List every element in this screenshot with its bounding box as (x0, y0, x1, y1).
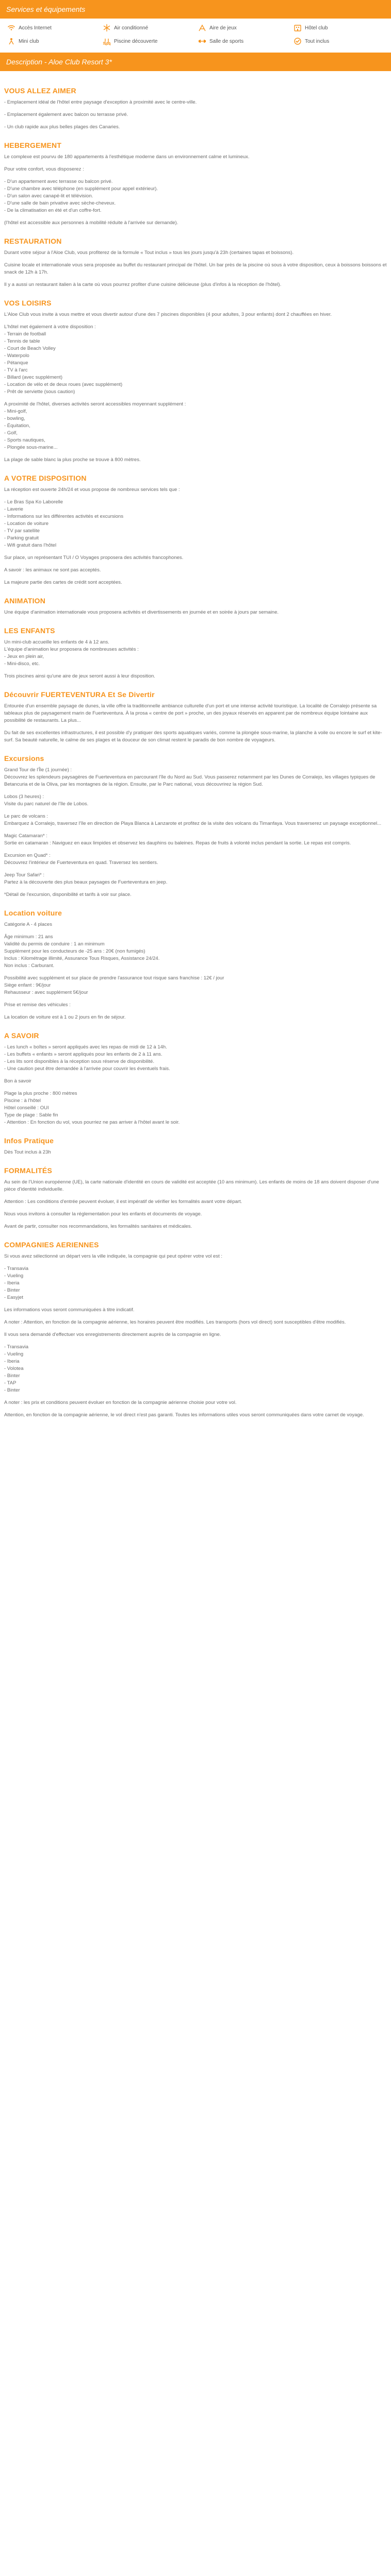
section-heading: COMPAGNIES AERIENNES (4, 1241, 99, 1249)
services-bar (0, 0, 391, 19)
section-paragraph: - Les lunch « boîtes » seront appliqués avec les repas de midi de 12 à 14h. - Les buffets « enfants » seront appliqués pour les enfants de 2 à 11 ans. - Les lits sont disponibles à la réception sous réserve de disponibilité. - Une caution peut être demandée à l'arrivée pour couvrir les éventuels frais. (4, 1044, 170, 1072)
section-heading: RESTAURATION (4, 237, 62, 245)
section-paragraph: A proximité de l'hôtel, diverses activités seront accessibles moyennant supplément : - Mini-golf, - bowling, - Équitation, - Golf, - Sports nautiques, - Plongée sous-marine... (4, 401, 186, 450)
section-paragraph: Au sein de l'Union européenne (UE), la carte nationale d'identité en cours de validité est acceptée (10 ans minimum). Les enfants de moins de 18 ans doivent disposer d'une pièce d'identité individuelle. (4, 1179, 379, 1192)
wifi-icon (7, 24, 15, 32)
section-paragraph: La réception est ouverte 24h/24 et vous propose de nombreux services tels que : (4, 487, 180, 493)
section-heading: ANIMATION (4, 597, 46, 605)
section-paragraph: - Un club rapide aux plus belles plages des Canaries. (4, 124, 120, 130)
service-item (198, 24, 288, 32)
section-paragraph: Lobos (3 heures) : Visite du parc naturel de l'île de Lobos. (4, 794, 89, 807)
section-heading: A SAVOIR (4, 1031, 39, 1040)
section-heading: FORMALITÉS (4, 1166, 52, 1175)
section-paragraph: Trois piscines ainsi qu'une aire de jeux seront aussi à leur disposition. (4, 673, 155, 679)
playground-icon (198, 24, 206, 32)
section-paragraph: - Transavia - Vueling - Iberia - Volotea - Binter - TAP - Binter (4, 1344, 28, 1393)
gym-icon (198, 37, 206, 45)
section-heading: VOUS ALLEZ AIMER (4, 87, 76, 95)
description-title: Description - Aloe Club Resort 3* (6, 58, 112, 66)
section-heading: Location voiture (4, 909, 62, 917)
section-paragraph: Bon à savoir (4, 1078, 31, 1084)
section-paragraph: Âge minimum : 21 ans Validité du permis de conduire : 1 an minimum Supplément pour les conducteurs de -25 ans : 20€ (non fumigés) Inclus : Kilométrage illimité, Assurance Tous Risques, Assistance 24/24. Non inclus : Carburant. (4, 934, 160, 969)
service-item (7, 37, 97, 45)
section-paragraph: Sur place, un représentant TUI / O Voyages proposera des activités francophones. (4, 555, 184, 561)
all-inclusive-icon (294, 37, 302, 45)
service-label: Piscine découverte (114, 38, 158, 44)
section-paragraph: Dès Tout inclus à 23h (4, 1149, 51, 1155)
section-paragraph: Il vous sera demandé d'effectuer vos enregistrements directement auprès de la compagnie en ligne. (4, 1332, 221, 1337)
kids-icon (7, 37, 15, 45)
section-paragraph: Une équipe d'animation internationale vous proposera activités et divertissements en journée et en soirée à jours par semaine. (4, 609, 279, 615)
section-paragraph: La location de voiture est à 1 ou 2 jours en fin de séjour. (4, 1014, 126, 1020)
section-paragraph: Attention : Les conditions d'entrée peuvent évoluer, il est impératif de vérifier les formalités avant votre départ. (4, 1199, 242, 1205)
section-paragraph: Le parc de volcans : Embarquez à Corralejo, traversez l'île en direction de Playa Blanca à Lanzarote et profitez de la visite des volcans du Timanfaya. Vous traverserez un paysage exceptionnel... (4, 814, 382, 826)
section-paragraph: A noter : les prix et conditions peuvent évoluer en fonction de la compagnie aérienne choisie pour votre vol. (4, 1400, 237, 1405)
section-paragraph: Possibilité avec supplément et sur place de prendre l'assurance tout risque sans franchise : 12€ / jour Siège enfant : 9€/jour Rehausseur : avec supplément 5€/jour (4, 975, 224, 995)
section-paragraph: *Détail de l'excursion, disponibilité et tarifs à voir sur place. (4, 892, 132, 897)
section-paragraph: La majeure partie des cartes de crédit sont acceptées. (4, 580, 122, 585)
service-item (198, 37, 288, 45)
section-paragraph: Nous vous invitons à consulter la réglementation pour les enfants et documents de voyage. (4, 1211, 202, 1217)
section-paragraph: Les informations vous seront communiquées à titre indicatif. (4, 1307, 135, 1313)
section-paragraph: - Emplacement également avec balcon ou terrasse privé. (4, 112, 128, 117)
service-item (103, 24, 193, 32)
section-paragraph: Si vous avez sélectionné un départ vers la ville indiquée, la compagnie qui peut opérer votre vol est : (4, 1253, 222, 1259)
section-paragraph: Il y a aussi un restaurant italien à la carte où vous pourrez profiter d'une cuisine délicieuse (plus d'infos à la réception de l'hôtel). (4, 282, 282, 287)
section-paragraph: Du fait de ses excellentes infrastructures, il est possible d'y pratiquer des sports aquatiques variés, comme la plongée sous-marine, la planche à voile ou encore le surf et kite-surf. Sa beauté naturelle, le calme de ses plages et la douceur de son climat restent le paradis de bon nombre de voyageurs. (4, 730, 382, 743)
section-heading: LES ENFANTS (4, 626, 55, 635)
section-paragraph: Avant de partir, consulter nos recommandations, les formalités sanitaires et médicales. (4, 1224, 192, 1229)
service-item (103, 37, 193, 45)
service-item (294, 24, 384, 32)
description-content (0, 71, 391, 1445)
section-paragraph: Pour votre confort, vous disposerez : (4, 166, 84, 172)
section-paragraph: A noter : Attention, en fonction de la compagnie aérienne, les horaires peuvent être modifiés. Les transports (hors vol direct) sont susceptibles d'être modifiés. (4, 1319, 346, 1325)
section-paragraph: - Le Bras Spa Ko Laborelle - Laverie - Informations sur les différentes activités et excursions - Location de voiture - TV par satellite - Parking gratuit - Wifi gratuit dans l'hôtel (4, 499, 124, 548)
service-label: Hôtel club (305, 25, 328, 31)
section-paragraph: Catégorie A - 4 places (4, 922, 52, 927)
section-paragraph: - Transavia - Vueling - Iberia - Binter - Easyjet (4, 1266, 28, 1300)
section-paragraph: Attention, en fonction de la compagnie aérienne, le vol direct n'est pas garanti. Toutes les informations utiles vous seront communiquées dans votre carnet de voyage. (4, 1412, 364, 1418)
section-paragraph: - Emplacement idéal de l'hôtel entre paysage d'exception à proximité avec le centre-ville. (4, 99, 197, 105)
service-item (7, 24, 97, 32)
service-label: Mini club (19, 38, 39, 44)
section-paragraph: L'hôtel met également à votre disposition : - Terrain de football - Tennis de table - Court de Beach Volley - Waterpolo - Pétanque - TV à l'arc - Billard (avec supplément) - Location de vélo et de deux roues (avec supplément) - Prêt de serviette (sous caution) (4, 324, 123, 395)
section-paragraph: Plage la plus proche : 800 mètres Piscine : à l'hôtel Hôtel conseillé : OUI Type de plage : Sable fin - Attention : En fonction du vol, vous pourriez ne pas arriver à l'hôtel avant le soir. (4, 1091, 180, 1125)
section-heading: VOS LOISIRS (4, 299, 52, 307)
services-title: Services et équipements (6, 5, 86, 13)
section-heading: Infos Pratique (4, 1137, 54, 1145)
section-paragraph: Grand Tour de l'Île (1 journée) : Découvrez les splendeurs paysagères de Fuerteventura en parcourant l'île du Nord au Sud. Vous passerez notamment par les Dunes de Corralejo, les villages typiques de Betancuria et de la Oliva, par les montagnes de la région. Ensuite, par le Parc national, vous découvrirez la région Sud. (4, 767, 376, 787)
section-heading: Excursions (4, 754, 44, 762)
section-paragraph: Prise et remise des véhicules : (4, 1002, 71, 1008)
section-paragraph: Jeep Tour Safari* : Partez à la découverte des plus beaux paysages de Fuerteventura en jeep. (4, 872, 168, 885)
section-paragraph: - D'un appartement avec terrasse ou balcon privé. - D'une chambre avec téléphone (en supplément pour appel extérieur). - D'un salon avec canapé-lit et télévision. - D'une salle de bain privative avec sèche-cheveux. - De la climatisation en été et d'un coffre-fort. (4, 179, 158, 213)
service-label: Salle de sports (209, 38, 244, 44)
service-label: Aire de jeux (209, 25, 237, 31)
pool-icon (103, 37, 111, 45)
section-heading: HEBERGEMENT (4, 141, 62, 149)
section-paragraph: Le complexe est pourvu de 180 appartements à l'esthétique moderne dans un environnement calme et lumineux. (4, 154, 250, 160)
section-paragraph: La plage de sable blanc la plus proche se trouve à 800 mètres. (4, 457, 141, 463)
services-section (0, 19, 391, 53)
section-heading: A VOTRE DISPOSITION (4, 474, 87, 482)
service-label: Tout inclus (305, 38, 330, 44)
section-paragraph: Cuisine locale et internationale vous sera proposée au buffet du restaurant principal de l'hôtel. Un bar près de la piscine où sous à votre disposition, ceux à boissons boissons et snack de 12h à 17h. (4, 262, 387, 275)
section-paragraph: Un mini-club accueille les enfants de 4 à 12 ans. L'équipe d'animation leur proposera de nombreuses activités : - Jeux en plein air, - Mini-disco, etc. (4, 639, 139, 667)
service-label: Air conditionné (114, 25, 149, 31)
section-paragraph: L'Aloe Club vous invite à vous mettre et vous divertir autour d'une des 7 piscines disponibles (4 pour adultes, 3 pour enfants) dont 2 chauffées en hiver. (4, 312, 332, 317)
snowflake-icon (103, 24, 111, 32)
hotel-icon (294, 24, 302, 32)
service-label: Accès Internet (19, 25, 52, 31)
section-paragraph: A savoir : les animaux ne sont pas acceptés. (4, 567, 101, 573)
section-paragraph: Entourée d'un ensemble paysage de dunes, la ville offre la traditionnelle ambiance culturelle d'un port et une intense activité touristique. La localité de Corralejo présente sa tableaux plus de paysagement marin de Fuerteventura. À la prosa « centre de port » proche, un des joyaux réservés en apparent par de nombreux équipe lointaine aux possibilité de restaurants. La plus... (4, 703, 377, 723)
description-bar (0, 53, 391, 71)
section-paragraph: (l'hôtel est accessible aux personnes à mobilité réduite à l'arrivée sur demande). (4, 220, 178, 226)
services-grid (7, 24, 384, 45)
section-heading: Découvrir FUERTEVENTURA Et Se Divertir (4, 690, 155, 699)
section-paragraph: Excursion en Quad* : Découvrez l'intérieur de Fuerteventura en quad. Traversez les sentiers. (4, 853, 158, 866)
service-item (294, 37, 384, 45)
section-paragraph: Magic Catamaran* : Sortie en catamaran : Naviguez en eaux limpides et observez les dauphins ou baleines. Repas de fruits à volonté inclus pendant la sortie. Le repas est compris. (4, 833, 351, 846)
section-paragraph: Durant votre séjour à l'Aloe Club, vous profiterez de la formule « Tout inclus » tous les jours jusqu'à 23h (certaines tapas et boissons). (4, 250, 294, 256)
